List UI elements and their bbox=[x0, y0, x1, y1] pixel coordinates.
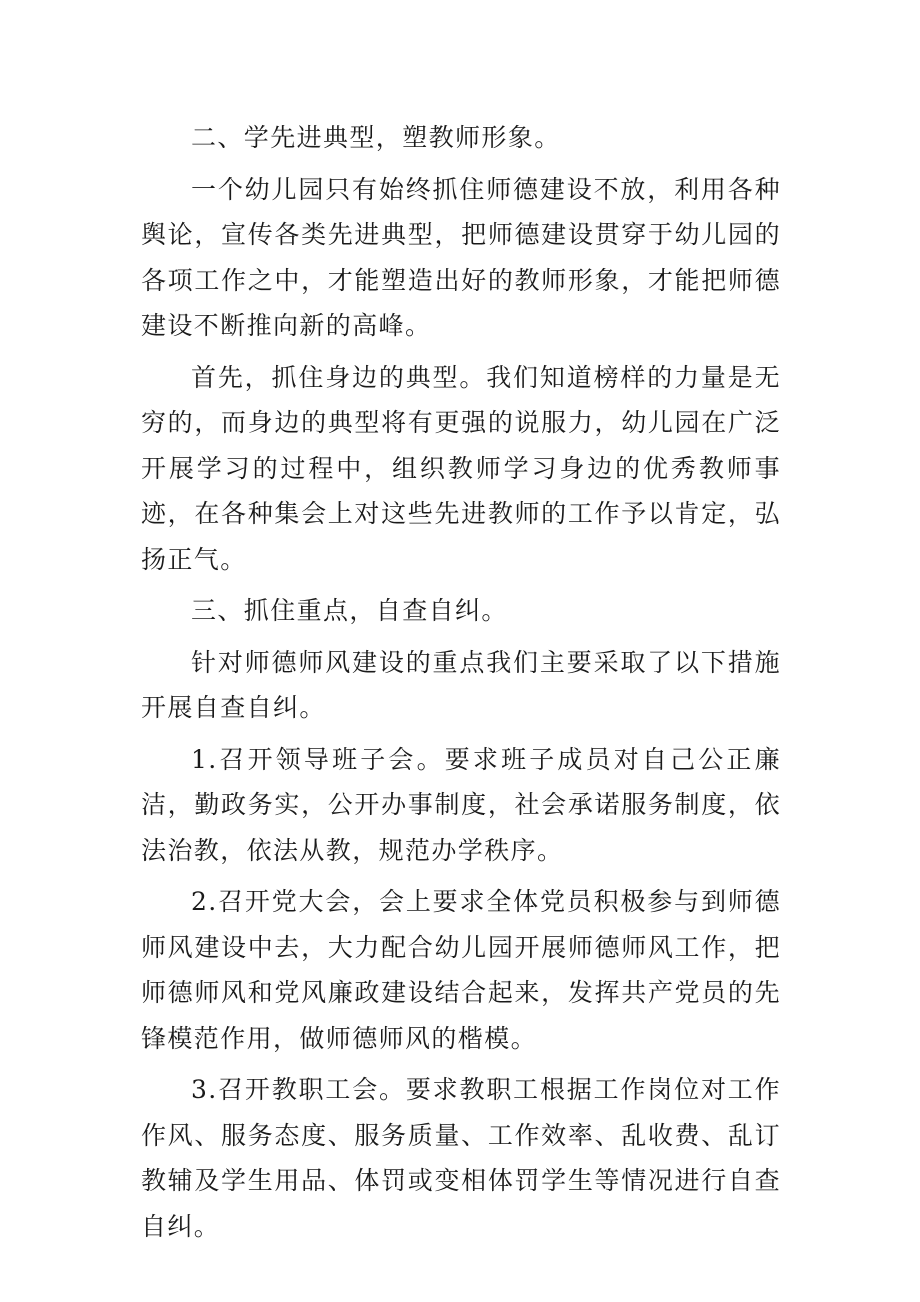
paragraph: 一个幼儿园只有始终抓住师德建设不放，利用各种舆论，宣传各类先进典型，把师德建设贯穿于幼儿园的各项工作之中，才能塑造出好的教师形象，才能把师德建设不断推向新的高峰。 bbox=[141, 174, 781, 340]
list-item-3: 3.召开教职工会。要求教职工根据工作岗位对工作作风、服务态度、服务质量、工作效率、乱收费、乱订教辅及学生用品、体罚或变相体罚学生等情况进行自查自纠。 bbox=[141, 1075, 781, 1241]
section-heading-2: 二、学先进典型，塑教师形象。 bbox=[191, 123, 561, 152]
section-heading-3: 三、抓住重点，自查自纠。 bbox=[191, 596, 508, 625]
list-item-2: 2.召开党大会，会上要求全体党员积极参与到师德师风建设中去，大力配合幼儿园开展师德师风工作，把师德师风和党风廉政建设结合起来，发挥共产党员的先锋模范作用，做师德师风的楷模。 bbox=[141, 887, 781, 1053]
paragraph: 针对师德师风建设的重点我们主要采取了以下措施开展自查自纠。 bbox=[141, 647, 781, 722]
document-body bbox=[141, 115, 781, 1255]
list-item-1: 1.召开领导班子会。要求班子成员对自己公正廉洁，勤政务实，公开办事制度，社会承诺服务制度，依法治教，依法从教，规范办学秩序。 bbox=[141, 744, 781, 865]
paragraph: 首先，抓住身边的典型。我们知道榜样的力量是无穷的，而身边的典型将有更强的说服力，幼儿园在广泛开展学习的过程中，组织教师学习身边的优秀教师事迹，在各种集会上对这些先进教师的工作予以肯定，弘扬正气。 bbox=[141, 362, 781, 574]
